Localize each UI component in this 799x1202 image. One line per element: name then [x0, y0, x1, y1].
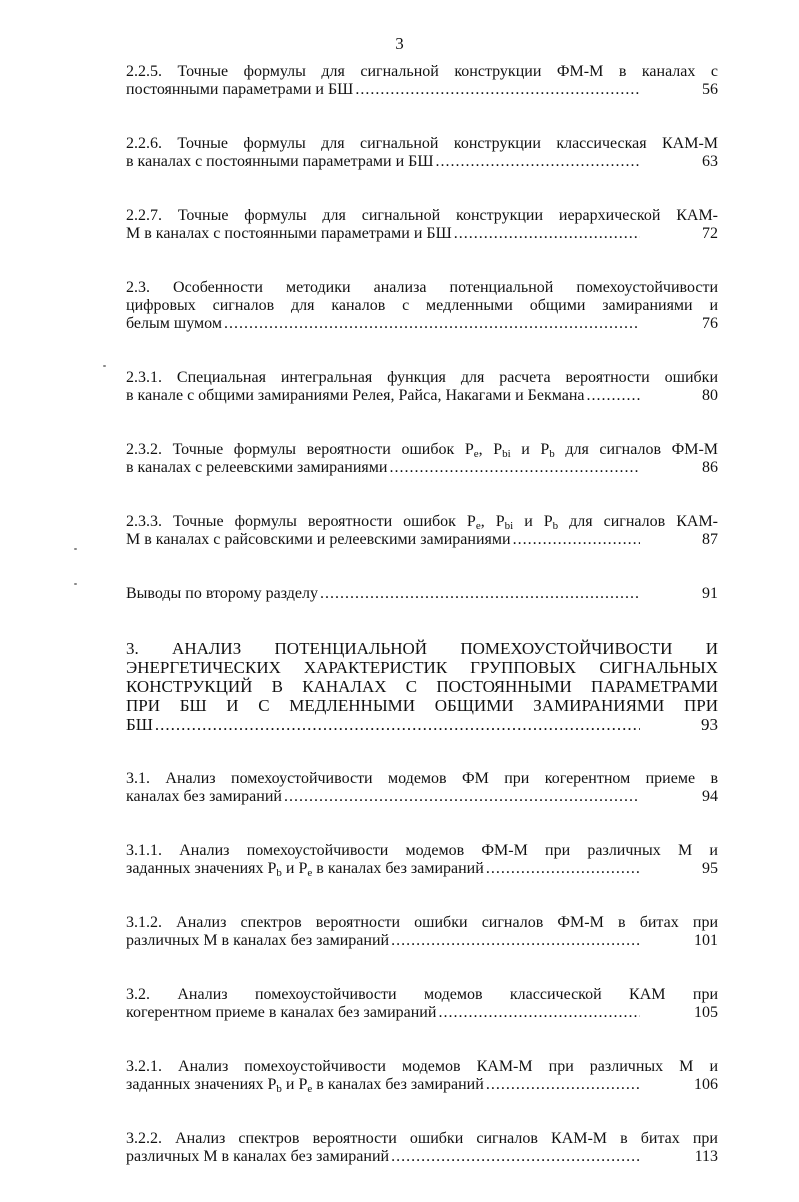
text-segment: в каналах без замираний — [312, 860, 484, 877]
toc-entry-title-end — [126, 1076, 484, 1094]
text-segment: и P — [281, 1076, 308, 1093]
toc-entry-title-end: М в каналах с райсовскими и релеевскими замираниями — [126, 531, 511, 548]
text-segment: и P — [510, 441, 550, 458]
toc-entry[interactable] — [126, 279, 718, 333]
toc-entry-last-line — [126, 1148, 718, 1166]
toc-page-number: 101 — [694, 932, 718, 949]
toc-entry[interactable] — [126, 914, 718, 950]
scan-speck — [74, 548, 77, 550]
toc-entry-last-line — [126, 531, 718, 549]
toc-page-number: 106 — [694, 1076, 718, 1093]
subscript: b — [549, 448, 555, 460]
toc-entry-title-end: постоянными параметрами и БШ — [126, 81, 354, 98]
toc-page-number: 95 — [702, 860, 718, 877]
subscript: e — [475, 520, 481, 532]
toc-page-number: 113 — [694, 1148, 718, 1165]
toc-entry[interactable] — [126, 770, 718, 806]
toc-entry-title-end: М в каналах с постоянными параметрами и БШ — [126, 225, 452, 242]
toc-page-number: 76 — [702, 315, 718, 332]
toc-entry-title-end: Выводы по второму разделу — [126, 585, 318, 602]
dot-leader — [389, 459, 640, 477]
toc-entry[interactable] — [126, 842, 718, 878]
toc-entry-line: 2.2.5. Точные формулы для сигнальной конструкции ФМ-М в каналах с — [126, 63, 718, 80]
toc-entry-last-line — [126, 459, 718, 477]
toc-entry[interactable] — [126, 369, 718, 405]
toc-page-number: 105 — [694, 1004, 718, 1021]
toc-entry-line: 3.2.2. Анализ спектров вероятности ошибки сигналов КАМ-М в битах при — [126, 1130, 718, 1147]
dot-leader — [486, 1076, 640, 1094]
dot-leader — [284, 788, 640, 806]
toc-entry-last-line — [126, 81, 718, 99]
toc-entry-last-line — [126, 315, 718, 333]
text-segment: для сигналов КАМ- — [558, 513, 718, 530]
toc-entry-line: 2.2.6. Точные формулы для сигнальной конструкции классическая КАМ-М — [126, 135, 718, 152]
dot-leader — [486, 860, 640, 878]
subscript: e — [307, 867, 313, 879]
toc-entry-last-line — [126, 387, 718, 405]
toc-entry[interactable] — [126, 135, 718, 171]
toc-entry-title-end: БШ — [126, 715, 153, 734]
toc-entry-line: 3.1.1. Анализ помехоустойчивости модемов ФМ-М при различных М и — [126, 842, 718, 859]
toc-entry[interactable] — [126, 986, 718, 1022]
text-segment: заданных значениях P — [126, 860, 277, 877]
text-segment: 2.3.2. Точные формулы вероятности ошибок P — [126, 441, 474, 458]
text-segment: для сигналов ФМ-М — [554, 441, 718, 458]
toc-entry-last-line — [126, 1004, 718, 1022]
dot-leader — [438, 1004, 640, 1022]
subscript: b — [552, 520, 559, 532]
scan-speck — [103, 365, 106, 367]
table-of-contents — [126, 63, 718, 1202]
toc-page-number: 56 — [702, 81, 718, 98]
subscript: e — [307, 1083, 313, 1095]
toc-entry-line: 3.1.2. Анализ спектров вероятности ошибки сигналов ФМ-М в битах при — [126, 914, 718, 931]
toc-entry-last-line — [126, 153, 718, 171]
toc-entry-line: 2.3. Особенности методики анализа потенциальной помехоустойчивости — [126, 279, 718, 296]
subscript: bi — [502, 448, 511, 460]
toc-entry-line: 3.2.1. Анализ помехоустойчивости модемов КАМ-М при различных М и — [126, 1058, 718, 1075]
toc-entry-title-end: в каналах с постоянными параметрами и БШ — [126, 153, 434, 170]
text-segment: в каналах без замираний — [312, 1076, 484, 1093]
toc-entry[interactable] — [126, 1058, 718, 1094]
toc-entry-line: 3.2. Анализ помехоустойчивости модемов классической КАМ при — [126, 986, 718, 1003]
toc-entry[interactable] — [126, 513, 718, 549]
toc-entry-last-line — [126, 225, 718, 243]
text-segment: , P — [478, 441, 503, 458]
toc-entry-line: 2.3.1. Специальная интегральная функция для расчета вероятности ошибки — [126, 369, 718, 386]
dot-leader — [224, 315, 640, 333]
page-number: 3 — [395, 34, 404, 53]
toc-entry-title-end: белым шумом — [126, 315, 222, 332]
toc-page-number: 93 — [701, 715, 718, 734]
toc-entry-line: КОНСТРУКЦИЙ В КАНАЛАХ С ПОСТОЯННЫМИ ПАРАМЕТРАМИ — [126, 677, 718, 696]
toc-entry-last-line — [126, 788, 718, 806]
toc-entry[interactable] — [126, 639, 718, 734]
text-segment: заданных значениях P — [126, 1076, 277, 1093]
text-segment: и P — [281, 860, 308, 877]
dot-leader — [454, 225, 640, 243]
toc-entry-line: 3.1. Анализ помехоустойчивости модемов ФМ при когерентном приеме в — [126, 770, 718, 787]
toc-entry[interactable] — [126, 585, 718, 603]
toc-entry-line: 2.2.7. Точные формулы для сигнальной конструкции иерархической КАМ- — [126, 207, 718, 224]
toc-entry-last-line — [126, 715, 718, 734]
toc-entry-line: ЭНЕРГЕТИЧЕСКИХ ХАРАКТЕРИСТИК ГРУППОВЫХ СИГНАЛЬНЫХ — [126, 658, 718, 677]
toc-entry-line: цифровых сигналов для каналов с медленными общими замираниями и — [126, 297, 718, 314]
subscript: b — [276, 867, 282, 879]
toc-entry-title-end: когерентном приеме в каналах без замираний — [126, 1004, 437, 1021]
toc-entry-title-end: различных М в каналах без замираний — [126, 1148, 390, 1165]
toc-page-number: 86 — [702, 459, 718, 476]
toc-entry-last-line — [126, 585, 718, 603]
toc-page-number: 72 — [702, 225, 718, 242]
dot-leader — [391, 1148, 640, 1166]
dot-leader — [391, 932, 640, 950]
toc-entry-title-end: каналах без замираний — [126, 788, 282, 805]
toc-entry[interactable] — [126, 207, 718, 243]
text-segment: , P — [480, 513, 505, 530]
toc-entry-line — [126, 441, 718, 459]
toc-entry[interactable] — [126, 441, 718, 477]
toc-page-number: 63 — [702, 153, 718, 170]
toc-entry-title-end: в канале с общими замираниями Релея, Райса, Накагами и Бекмана — [126, 387, 585, 404]
dot-leader — [320, 585, 640, 603]
dot-leader — [355, 81, 640, 99]
toc-page-number: 80 — [702, 387, 718, 404]
dot-leader — [513, 531, 640, 549]
toc-entry-title-end: различных М в каналах без замираний — [126, 932, 390, 949]
subscript: b — [276, 1083, 282, 1095]
dot-leader — [436, 153, 641, 171]
toc-entry[interactable] — [126, 1130, 718, 1166]
dot-leader — [155, 715, 640, 734]
subscript: e — [473, 448, 479, 460]
toc-entry-last-line — [126, 860, 718, 878]
dot-leader — [587, 387, 640, 405]
scan-speck — [74, 583, 77, 585]
toc-entry-line: ПРИ БШ И С МЕДЛЕННЫМИ ОБЩИМИ ЗАМИРАНИЯМИ ПРИ — [126, 696, 718, 715]
toc-page-number: 87 — [702, 531, 718, 548]
toc-entry-last-line — [126, 932, 718, 950]
toc-entry-title-end — [126, 860, 484, 878]
toc-entry-line: 3. АНАЛИЗ ПОТЕНЦИАЛЬНОЙ ПОМЕХОУСТОЙЧИВОСТИ И — [126, 639, 718, 658]
text-segment: 2.3.3. Точные формулы вероятности ошибок P — [126, 513, 476, 530]
toc-entry-line — [126, 513, 718, 531]
toc-entry[interactable] — [126, 63, 718, 99]
toc-page-number: 91 — [702, 585, 718, 602]
text-segment: и P — [513, 513, 553, 530]
toc-entry-last-line — [126, 1076, 718, 1094]
subscript: bi — [504, 520, 514, 532]
toc-entry-title-end: в каналах с релеевскими замираниями — [126, 459, 388, 476]
toc-page-number: 94 — [702, 788, 718, 805]
